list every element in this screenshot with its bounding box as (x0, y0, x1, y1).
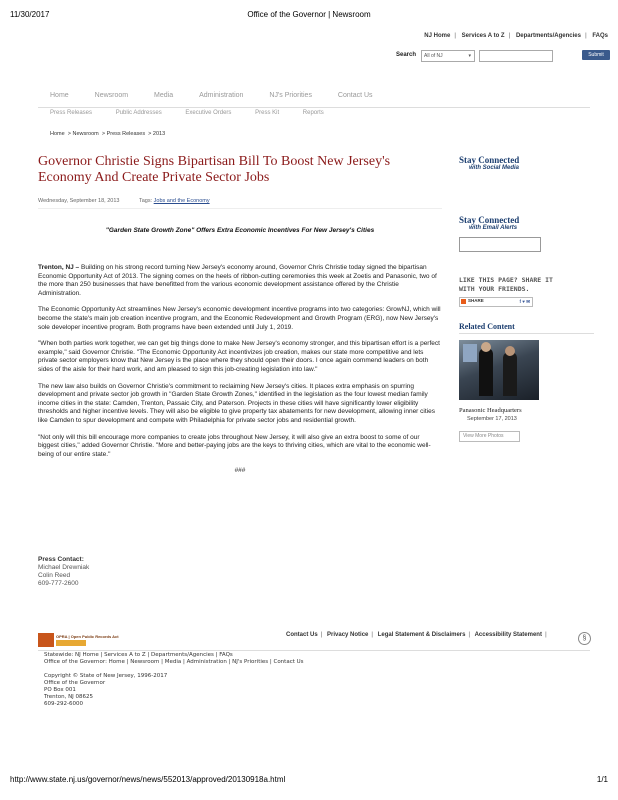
search-scope-select[interactable] (421, 50, 475, 62)
photo-title[interactable]: Panasonic Headquarters (459, 407, 522, 414)
footer-office-links[interactable]: Office of the Governor: Home | Newsroom | Media | Administration | NJ's Priorities | Contact Us (44, 659, 304, 665)
address-line-1: Office of the Governor (44, 680, 106, 686)
nav-contact[interactable]: Contact Us (337, 92, 373, 99)
opra-logo-band (56, 640, 86, 646)
subnav-press-releases[interactable]: Press Releases (50, 110, 93, 116)
search-bar (396, 50, 610, 62)
social-media-block[interactable] (459, 155, 594, 171)
subnav-executive-orders[interactable]: Executive Orders (185, 110, 232, 116)
util-link-services[interactable]: Services A to Z (461, 33, 505, 39)
photo-head-2 (505, 346, 515, 356)
nav-media[interactable]: Media (154, 92, 174, 99)
photo-head-1 (481, 342, 491, 352)
footer-address (44, 673, 167, 708)
subnav-public-addresses[interactable]: Public Addresses (115, 110, 162, 116)
dateline: Trenton, NJ – (38, 264, 80, 271)
footer-contact-link[interactable]: Contact Us (286, 632, 318, 638)
email-input[interactable] (459, 237, 541, 252)
nav-home[interactable]: Home (50, 92, 69, 99)
print-url: http://www.state.nj.us/governor/news/news/552013/approved/20130918a.html (10, 775, 286, 784)
share-prompt-line-2: WITH YOUR FRIENDS. (459, 285, 530, 293)
share-prompt (459, 276, 553, 294)
email-heading: Stay Connected (459, 215, 520, 225)
breadcrumb-home[interactable]: Home (50, 131, 65, 137)
email-alerts-block (459, 215, 594, 252)
search-label: Search (396, 52, 417, 58)
tag-link[interactable]: Jobs and the Economy (153, 198, 210, 204)
util-link-nj-home[interactable]: NJ Home (424, 33, 451, 39)
photo-person-1 (479, 348, 493, 396)
opra-logo[interactable] (38, 633, 119, 647)
photo-person-2 (503, 352, 517, 396)
email-subheading: with Email Alerts (469, 225, 518, 231)
contact-heading: Press Contact: (38, 556, 84, 563)
contact-name-1: Michael Drewniak (38, 564, 90, 571)
opra-logo-mark (38, 633, 54, 647)
address-line-3: Trenton, NJ 08625 (44, 694, 94, 700)
nav-administration[interactable]: Administration (199, 92, 244, 99)
chevron-down-icon: ▾ (468, 53, 471, 59)
footer-accessibility-link[interactable]: Accessibility Statement (474, 632, 542, 638)
article-meta (38, 198, 442, 209)
footer-statewide-links[interactable]: Statewide: NJ Home | Services A to Z | Departments/Agencies | FAQs (44, 652, 233, 658)
breadcrumb-year[interactable]: 2013 (152, 131, 166, 137)
photo-date: September 17, 2013 (467, 416, 517, 422)
nav-newsroom[interactable]: Newsroom (94, 92, 129, 99)
opra-logo-text: OPRA | Open Public Records Act (56, 634, 119, 639)
related-photo[interactable] (459, 340, 539, 400)
address-line-2: PO Box 001 (44, 687, 76, 693)
print-page-number: 1/1 (596, 775, 608, 784)
photo-screen-shape (463, 344, 477, 362)
paragraph-1 (38, 264, 442, 298)
print-footer (10, 775, 608, 784)
paragraph-4: The new law also builds on Governor Christie's commitment to reclaiming New Jersey's cities. It places extra emphasis on spurring development and private sector job growth in "Garden State Growth Zones," identified in the legislation as the four lowest median family income cities in the state: Camden, Trenton, Passaic City, and Paterson. Projects in these cities will have significantly lower eligibility thresholds and higher incentive levels. They will also be eligible to give property tax abatements for new development, allowing inner cities like Camden to spur development and compete with Philadelphia for private sector jobs and residential growth. (38, 382, 435, 424)
share-button[interactable] (459, 297, 533, 307)
social-icons: f ♥ ✉ (519, 299, 530, 304)
paragraph-3: "When both parties work together, we can get big things done to make New Jersey's economy stronger, and this bipartisan effort is a perfect example," said Governor Christie. "The Economic Opportunity Act incentivizes job creation, makes our state more competitive and lets private sector employers know that New Jersey is the place where they should open their doors. I once again commend leaders on both sides of the aisle for their hard work, and am pleased to sign this job-creating legislation into law." (38, 340, 440, 373)
util-link-departments[interactable]: Departments/Agencies (515, 33, 581, 39)
photo-caption (459, 407, 522, 423)
article-body (38, 264, 442, 484)
subnav-reports[interactable]: Reports (302, 110, 324, 116)
contact-name-2: Colin Reed (38, 572, 71, 579)
address-line-4: 609-292-6000 (44, 701, 83, 707)
paragraph-5: "Not only will this bill encourage more companies to create jobs throughout New Jersey, it will also give an extra boost to some of our biggest cities," added Governor Christie. "More and better-paying jobs are the keys to thriving cities, which are vital to the economic well-being of our entire state." (38, 433, 431, 458)
search-input[interactable] (479, 50, 553, 62)
utility-nav: NJ Home | Services A to Z | Departments/Agencies | FAQs (424, 33, 608, 39)
copyright: Copyright © State of New Jersey, 1996-2017 (44, 673, 168, 679)
contact-phone: 609-777-2600 (38, 580, 79, 587)
social-subheading: with Social Media (469, 165, 520, 171)
subnav-press-kit[interactable]: Press Kit (255, 110, 280, 116)
article-subtitle: "Garden State Growth Zone" Offers Extra Economic Incentives For New Jersey's Cities (105, 227, 375, 234)
footer-links: Contact Us | Privacy Notice | Legal Statement & Disclaimers | Accessibility Statement | (286, 632, 547, 638)
breadcrumb-newsroom[interactable]: Newsroom (72, 131, 99, 137)
article-title: Governor Christie Signs Bipartisan Bill To Boost New Jersey's Economy And Create Private Sector Jobs (38, 154, 391, 185)
social-heading: Stay Connected (459, 155, 520, 165)
article-date: Wednesday, September 18, 2013 (38, 198, 120, 204)
nav-priorities[interactable]: NJ's Priorities (269, 92, 312, 99)
share-prompt-line-1: LIKE THIS PAGE? SHARE IT (459, 276, 553, 284)
footer-privacy-link[interactable]: Privacy Notice (327, 632, 369, 638)
secondary-nav (50, 110, 346, 116)
paragraph-2: The Economic Opportunity Act streamlines New Jersey's economic development incentive programs into two categories: GrowNJ, which will become the state's main job creation incentive program, and the Economic Redevelopment and Growth Program (ERG), now New Jersey's sole developer incentive program. Both programs have been extended until July 1, 2019. (38, 306, 441, 331)
related-divider (459, 333, 594, 334)
print-date: 11/30/2017 (10, 10, 50, 19)
footer-legal-link[interactable]: Legal Statement & Disclaimers (377, 632, 466, 638)
footer-nav (44, 652, 304, 666)
seal-icon[interactable]: § (578, 632, 591, 645)
breadcrumb: Home > Newsroom > Press Releases > 2013 (50, 131, 166, 137)
press-contact (38, 556, 89, 588)
primary-nav (38, 85, 590, 108)
paragraph-1-text: Building on his strong record turning New Jersey's economy around, Governor Chris Christie today signed the bipartisan Economic Opportunity Act of 2013. The signing comes on the heels of ribbon-cutting ceremonies this week at Zoetis and Panasonic, two of the more than 250 businesses that have benefitted from the various economic development assistance offered by the Christie Administration. (38, 264, 437, 297)
footer-divider (38, 650, 590, 651)
tags-label: Tags: (138, 198, 153, 204)
share-icon (461, 299, 466, 304)
search-scope-value: All of NJ (424, 53, 443, 59)
print-title: Office of the Governor | Newsroom (247, 10, 371, 19)
view-more-photos-button[interactable]: View More Photos (459, 431, 520, 442)
related-heading: Related Content (459, 322, 515, 331)
end-mark: ### (234, 467, 246, 475)
search-submit-button[interactable]: Submit (582, 50, 610, 60)
share-label: SHARE (468, 298, 484, 303)
breadcrumb-press-releases[interactable]: Press Releases (106, 131, 146, 137)
util-link-faqs[interactable]: FAQs (592, 33, 608, 39)
